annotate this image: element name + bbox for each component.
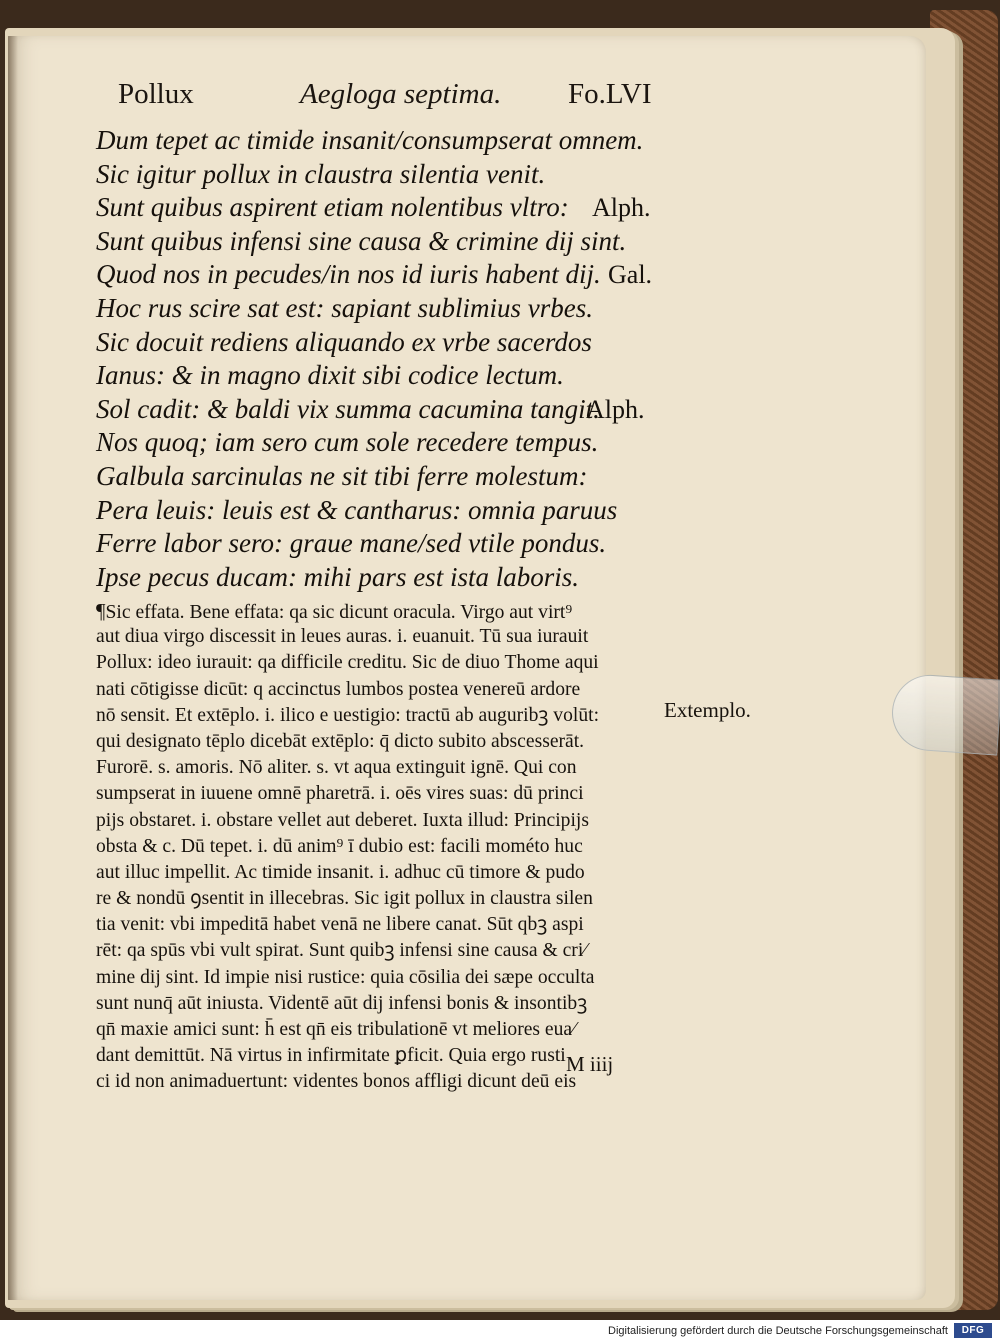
verse-line: [96, 426, 696, 460]
running-head-left: Pollux: [118, 78, 194, 110]
commentary-line: mine dij sint. Id impie nisi rustice: quia cōsilia dei sæpe occulta: [96, 966, 595, 988]
verse-block: [96, 124, 696, 594]
verse-line: [96, 494, 696, 528]
commentary-line: qn̄ maxie amici sunt: h̄ est qn̄ eis tribulationē vt meliores eua⁄: [96, 1019, 576, 1040]
verse-text: Sic docuit rediens aliquando ex vrbe sacerdos: [96, 326, 592, 357]
verse-line: [96, 561, 696, 595]
verse-line: [96, 191, 696, 225]
commentary-line: obsta & c. Dū tepet. i. dū anim⁹ ī dubio est: facili mométo huc: [96, 835, 583, 857]
margin-note: Extemplo.: [664, 698, 751, 722]
commentary-line: pijs obstaret. i. obstare vellet aut deberet. Iuxta illud: Principijs: [96, 809, 589, 831]
commentary-line: Furorē. s. amoris. Nō aliter. s. vt aqua extinguit ignē. Qui con: [96, 757, 577, 779]
verse-text: Pera leuis: leuis est & cantharus: omnia paruus: [96, 494, 618, 525]
verse-text: Quod nos in pecudes/in nos id iuris habent dij.: [96, 259, 601, 290]
verse-line: [96, 359, 696, 393]
funding-credit: Digitalisierung gefördert durch die Deutsche Forschungsgemeinschaft: [608, 1325, 948, 1337]
commentary-line: Pollux: ideo iurauit: qa difficile creditu. Sic de diuo Thome aqui: [96, 652, 599, 674]
pilcrow-mark: ¶: [96, 599, 106, 623]
verse-text: Dum tepet ac timide insanit/consumpserat omnem.: [96, 125, 644, 155]
commentary-line: sumpserat in iuuene omnē pharetrā. i. oēs vires suas: dū princi: [96, 783, 584, 805]
commentary-line: aut illuc impellit. Ac timide insanit. i. adhuc cū timore & pudo: [96, 861, 585, 883]
commentary-line: nati cōtigisse dicūt: q accinctus lumbos postea venereū ardore: [96, 678, 581, 700]
page-gutter: [8, 36, 18, 1300]
dfg-logo: DFG: [954, 1323, 992, 1338]
verse-line: [96, 460, 696, 494]
verse-text: Sol cadit: & baldi vix summa cacumina tangit.: [96, 393, 600, 424]
commentary-line: tia venit: vbi impeditā habet venā ne libere canat. Sūt qbꝫ aspi: [96, 914, 584, 936]
verse-line: [96, 326, 696, 360]
verse-line: [96, 225, 696, 259]
commentary-block: [96, 598, 671, 1096]
running-head-title: Aegloga septima.: [300, 78, 502, 110]
verse-line: [96, 124, 696, 158]
page-clip: [889, 672, 1000, 755]
speaker-label: Gal.: [608, 260, 653, 290]
commentary-line: dant demittūt. Nā virtus in infirmitate ꝑficit. Quia ergo rusti: [96, 1045, 566, 1067]
commentary-line: sunt nunq̄ aūt iniusta. Videntē aūt dij infensi bonis & insontibꝫ: [96, 992, 588, 1014]
commentary-line: ci id non animaduertunt: videntes bonos affligi dicunt deū eis: [96, 1071, 577, 1093]
commentary-line: rēt: qa spūs vbi vult spirat. Sunt quibꝫ infensi sine causa & cri⁄: [96, 940, 587, 962]
verse-text: Galbula sarcinulas ne sit tibi ferre molestum:: [96, 460, 588, 491]
verse-line: [96, 292, 696, 326]
verse-line: [96, 258, 696, 292]
verse-text: Ipse pecus ducam: mihi pars est ista laboris.: [96, 561, 579, 592]
verse-text: Nos quoq; iam sero cum sole recedere tempus.: [96, 427, 599, 458]
verse-line: [96, 527, 696, 561]
verse-text: Sunt quibus infensi sine causa & crimine dij sint.: [96, 225, 627, 256]
commentary-line: re & nondū ꝯsentit in illecebras. Sic igit pollux in claustra silen: [96, 888, 593, 910]
folio-number: Fo.LVI: [568, 78, 652, 110]
verse-text: Ianus: & in magno dixit sibi codice lectum.: [96, 360, 564, 391]
speaker-label: Alph.: [592, 193, 651, 223]
verse-text: Hoc rus scire sat est: sapiant sublimius vrbes.: [96, 292, 593, 323]
verse-line: [96, 158, 696, 192]
speaker-label: Alph.: [586, 394, 645, 424]
verse-text: Sic igitur pollux in claustra silentia venit.: [96, 158, 546, 189]
verse-text: Sunt quibus aspirent etiam nolentibus vltro:: [96, 192, 569, 223]
commentary-line: aut diua virgo discessit in leues auras. i. euanuit. Tū sua iurauit: [96, 626, 589, 648]
verse-text: Ferre labor sero: graue mane/sed vtile pondus.: [96, 528, 607, 559]
commentary-line: [96, 598, 671, 624]
verse-line: [96, 393, 696, 427]
signature-mark: M iiij: [566, 1052, 614, 1076]
commentary-line: nō sensit. Et extēplo. i. ilico e uestigio: tractū ab auguribꝫ volūt:: [96, 704, 600, 726]
commentary-text: Sic effata. Bene effata: qa sic dicunt oracula. Virgo aut virt⁹: [105, 602, 573, 623]
commentary-line: qui designato tēplo dicebāt extēplo: q̄ dicto subito abscesserāt.: [96, 730, 585, 752]
